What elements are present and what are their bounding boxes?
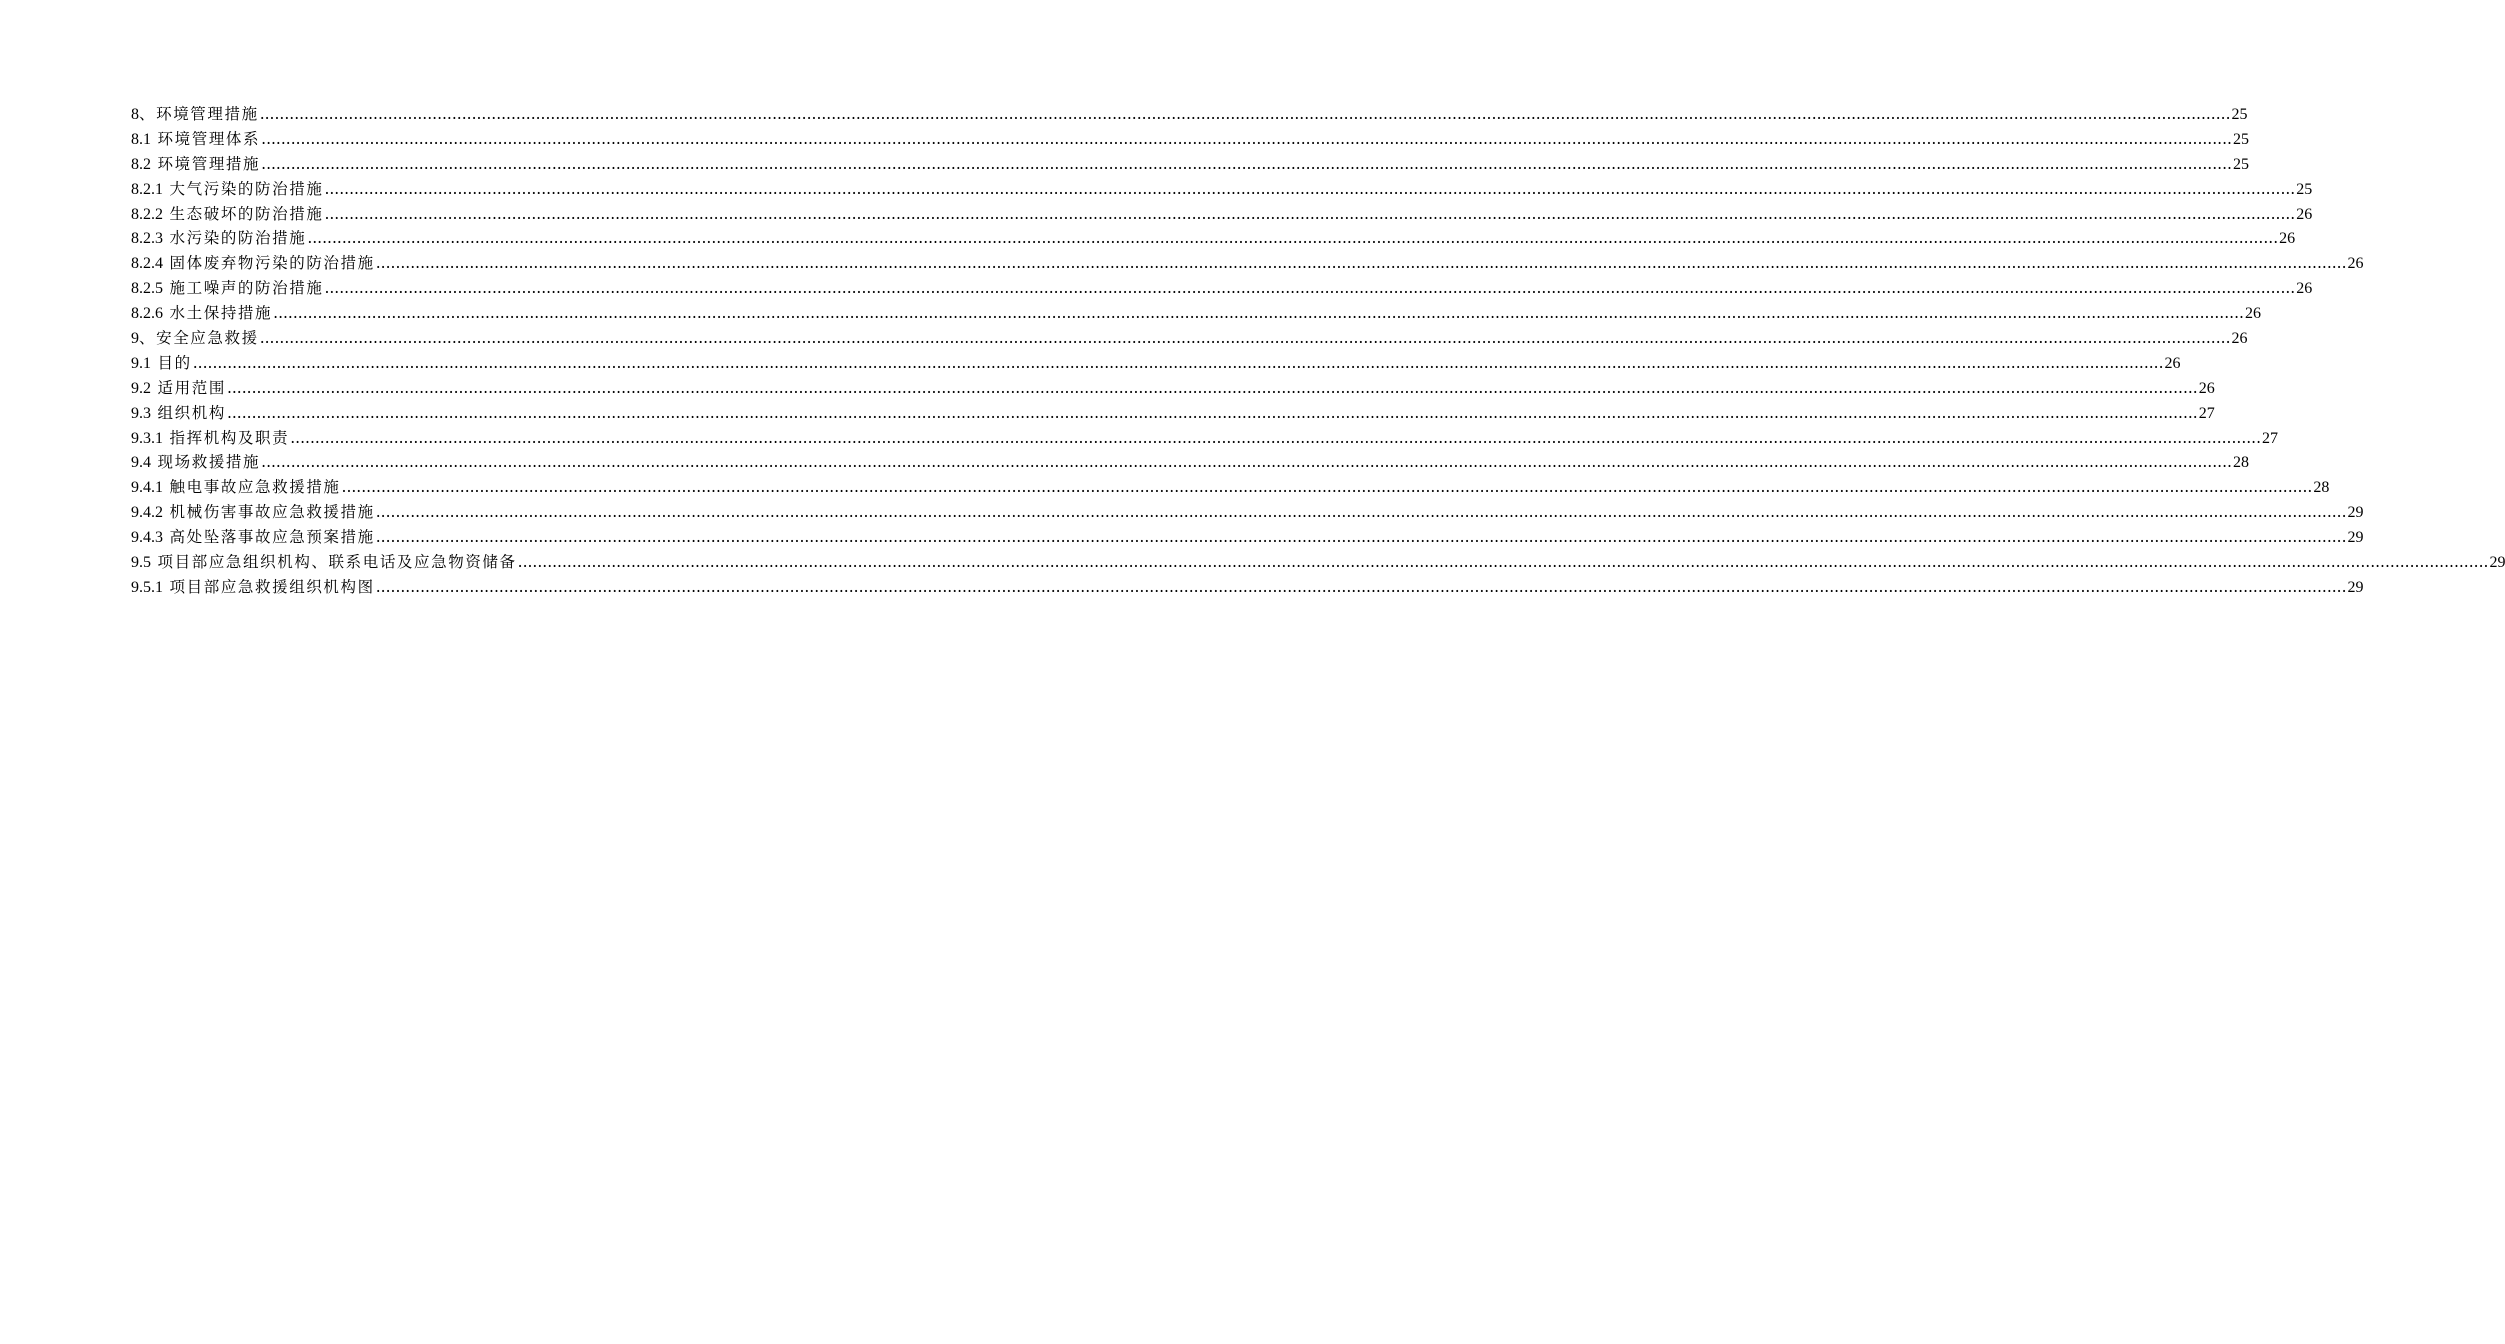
toc-entry-number: 8.2.5 <box>131 280 163 298</box>
toc-entry-title: 8.1 环境管理体系 <box>131 129 261 148</box>
toc-entry[interactable] <box>131 127 2249 152</box>
toc-entry[interactable] <box>131 251 2364 276</box>
toc-entry-page: 25 <box>2231 106 2248 123</box>
toc-leader-dots: ................................................................................................................................................................................................................................................................................................................................................................................................................ <box>375 503 2347 522</box>
toc-entry-title: 9.4 现场救援措施 <box>131 453 261 472</box>
toc-entry-number: 9.5 <box>131 554 151 572</box>
toc-entry-title: 9.4.1 触电事故应急救援措施 <box>131 478 341 497</box>
toc-leader-dots: ................................................................................................................................................................................................................................................................................................................................................................................................................ <box>375 254 2347 273</box>
toc-entry-number: 8.2.1 <box>131 180 163 198</box>
toc-entry-number: 9.3 <box>131 404 151 422</box>
toc-entry-page: 26 <box>2244 305 2261 323</box>
toc-leader-dots: ................................................................................................................................................................................................................................................................................................................................................................................................................ <box>341 478 2313 497</box>
toc-entry-page: 27 <box>2262 429 2279 447</box>
toc-entry[interactable] <box>131 450 2249 475</box>
toc-entry-number: 9.2 <box>131 379 151 397</box>
toc-entry-page: 26 <box>2296 205 2313 223</box>
toc-entry[interactable] <box>131 575 2364 600</box>
toc-entry-title: 9.1 目的 <box>131 353 192 372</box>
toc-entry-number: 9.3.1 <box>131 429 163 447</box>
toc-entry-page: 29 <box>2347 578 2364 596</box>
toc-entry-title: 8.2.4 固体废弃物污染的防治措施 <box>131 254 375 273</box>
toc-entry-page: 26 <box>2231 330 2248 348</box>
toc-leader-dots: ................................................................................................................................................................................................................................................................................................................................................................................................................ <box>226 378 2198 397</box>
toc-leader-dots: ................................................................................................................................................................................................................................................................................................................................................................................................................ <box>375 577 2347 596</box>
toc-entry[interactable] <box>131 301 2261 326</box>
toc-entry-title: 8.2.5 施工噪声的防治措施 <box>131 279 324 298</box>
toc-entry-page: 26 <box>2198 379 2215 397</box>
toc-entry-number: 8.2.3 <box>131 230 163 248</box>
toc-entry-page: 28 <box>2232 454 2249 472</box>
toc-leader-dots: ................................................................................................................................................................................................................................................................................................................................................................................................................ <box>375 528 2347 547</box>
toc-entry-page: 25 <box>2232 130 2249 148</box>
toc-entry-title: 8.2.2 生态破坏的防治措施 <box>131 204 324 223</box>
toc-leader-dots: ................................................................................................................................................................................................................................................................................................................................................................................................................ <box>226 403 2198 422</box>
toc-entry-number: 9.1 <box>131 354 151 372</box>
toc-entry-number: 9.5.1 <box>131 578 163 596</box>
toc-leader-dots: ................................................................................................................................................................................................................................................................................................................................................................................................................ <box>259 329 2231 348</box>
toc-entry-title: 8.2.3 水污染的防治措施 <box>131 229 307 248</box>
toc-entry[interactable] <box>131 276 2313 301</box>
toc-entry-title: 9.3.1 指挥机构及职责 <box>131 428 290 447</box>
toc-entry-number: 8.2.6 <box>131 305 163 323</box>
toc-entry-page: 26 <box>2279 230 2296 248</box>
toc-entry[interactable] <box>131 102 2248 127</box>
toc-leader-dots: ................................................................................................................................................................................................................................................................................................................................................................................................................ <box>259 105 2231 123</box>
toc-entry-page: 25 <box>2232 155 2249 173</box>
toc-entry-title: 8.2 环境管理措施 <box>131 154 261 173</box>
toc-entry[interactable] <box>131 550 2505 575</box>
toc-entry-title: 8、环境管理措施 <box>131 105 259 123</box>
toc-entry-number: 9.4 <box>131 454 151 472</box>
table-of-contents <box>131 102 2505 600</box>
toc-leader-dots: ................................................................................................................................................................................................................................................................................................................................................................................................................ <box>261 154 2232 173</box>
toc-entry[interactable] <box>131 500 2364 525</box>
toc-entry-number: 8.1 <box>131 130 151 148</box>
toc-entry-title: 8.2.1 大气污染的防治措施 <box>131 179 324 198</box>
toc-leader-dots: ................................................................................................................................................................................................................................................................................................................................................................................................................ <box>517 553 2489 572</box>
toc-leader-dots: ................................................................................................................................................................................................................................................................................................................................................................................................................ <box>324 204 2296 223</box>
toc-entry-title: 8.2.6 水土保持措施 <box>131 304 273 323</box>
toc-entry-number: 8.2 <box>131 155 151 173</box>
toc-entry-number: 8.2.4 <box>131 255 163 273</box>
toc-leader-dots: ................................................................................................................................................................................................................................................................................................................................................................................................................ <box>324 279 2296 298</box>
toc-entry[interactable] <box>131 202 2313 227</box>
toc-leader-dots: ................................................................................................................................................................................................................................................................................................................................................................................................................ <box>324 179 2296 198</box>
toc-entry[interactable] <box>131 376 2215 401</box>
toc-leader-dots: ................................................................................................................................................................................................................................................................................................................................................................................................................ <box>261 129 2232 148</box>
toc-leader-dots: ................................................................................................................................................................................................................................................................................................................................................................................................................ <box>307 229 2279 248</box>
toc-entry[interactable] <box>131 426 2279 451</box>
toc-entry-page: 29 <box>2489 554 2505 572</box>
toc-entry-number: 8.2.2 <box>131 205 163 223</box>
toc-entry[interactable] <box>131 351 2181 376</box>
toc-entry-page: 27 <box>2198 404 2215 422</box>
toc-entry-title: 9.4.3 高处坠落事故应急预案措施 <box>131 528 375 547</box>
toc-entry-title: 9、安全应急救援 <box>131 329 259 348</box>
toc-entry-page: 26 <box>2296 280 2313 298</box>
toc-entry-number: 9.4.2 <box>131 504 163 522</box>
toc-entry[interactable] <box>131 152 2249 177</box>
toc-entry-page: 28 <box>2313 479 2330 497</box>
toc-entry-page: 29 <box>2347 529 2364 547</box>
toc-entry[interactable] <box>131 525 2364 550</box>
toc-entry-title: 9.2 适用范围 <box>131 378 226 397</box>
toc-entry-number: 9.4.3 <box>131 529 163 547</box>
toc-entry[interactable] <box>131 401 2215 426</box>
toc-entry-number: 9.4.1 <box>131 479 163 497</box>
toc-entry-number: 9 <box>131 330 139 348</box>
toc-entry-page: 25 <box>2296 180 2313 198</box>
toc-entry-title: 9.4.2 机械伤害事故应急救援措施 <box>131 503 375 522</box>
toc-entry-title: 9.3 组织机构 <box>131 403 226 422</box>
toc-entry-title: 9.5.1 项目部应急救援组织机构图 <box>131 577 375 596</box>
toc-entry[interactable] <box>131 177 2313 202</box>
toc-leader-dots: ................................................................................................................................................................................................................................................................................................................................................................................................................ <box>261 453 2232 472</box>
toc-leader-dots: ................................................................................................................................................................................................................................................................................................................................................................................................................ <box>192 353 2164 372</box>
toc-leader-dots: ................................................................................................................................................................................................................................................................................................................................................................................................................ <box>273 304 2244 323</box>
toc-entry-page: 26 <box>2347 255 2364 273</box>
toc-entry[interactable] <box>131 326 2248 351</box>
toc-entry-number: 8 <box>131 106 139 123</box>
toc-entry[interactable] <box>131 475 2330 500</box>
toc-entry-title: 9.5 项目部应急组织机构、联系电话及应急物资储备 <box>131 553 517 572</box>
toc-entry-page: 26 <box>2164 354 2181 372</box>
toc-entry-page: 29 <box>2347 504 2364 522</box>
toc-leader-dots: ................................................................................................................................................................................................................................................................................................................................................................................................................ <box>290 428 2262 447</box>
toc-entry[interactable] <box>131 226 2296 251</box>
